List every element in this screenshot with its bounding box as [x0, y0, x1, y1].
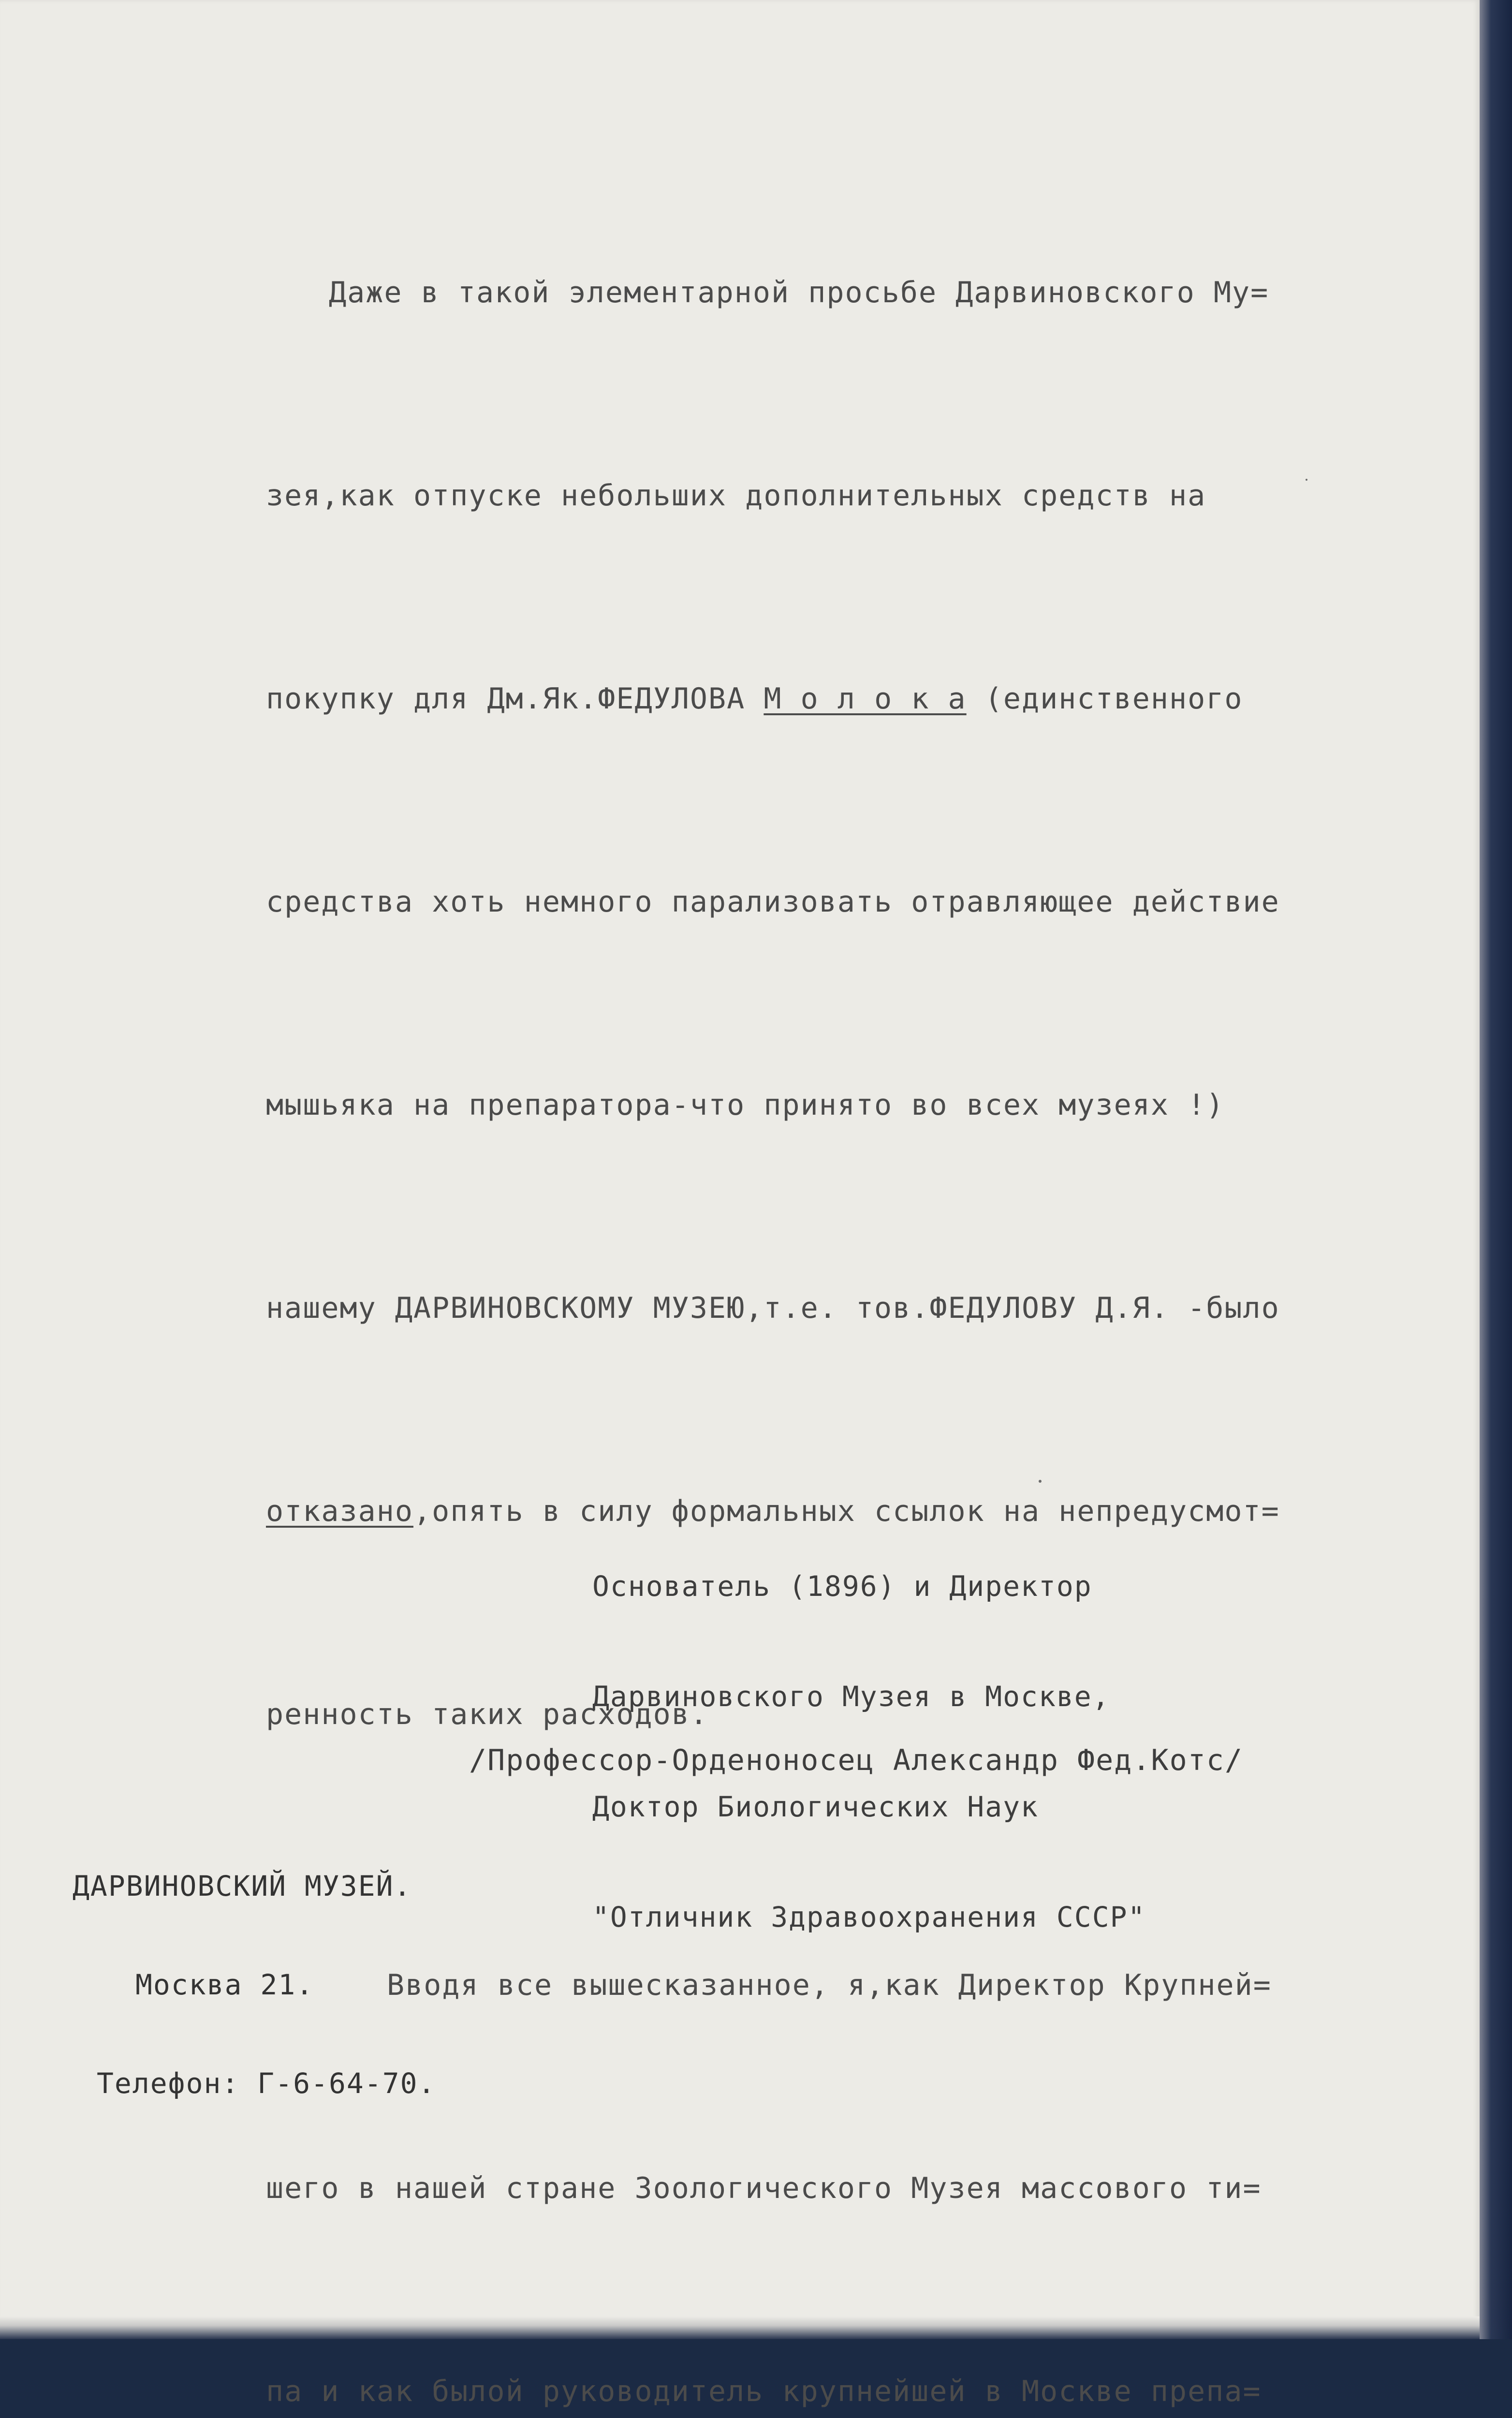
- scanner-bottom-edge: [0, 2316, 1480, 2339]
- paragraph1-line-3: [266, 665, 1280, 733]
- address-line-3: Телефон: Г-6-64-70.: [97, 2067, 436, 2100]
- ink-speck: [1039, 1480, 1042, 1483]
- signature-line-3: Доктор Биологических Наук: [592, 1790, 1039, 1823]
- address-line-2: Москва 21.: [135, 1968, 314, 2001]
- paragraph1-line-3-tail: (единственного: [966, 682, 1243, 716]
- paragraph2-line-1: Вводя все вышесказанное, я,как Директор Крупней=: [387, 1968, 1272, 2002]
- signature-line-1: Основатель (1896) и Директор: [592, 1570, 1092, 1603]
- paragraph1-line-2: зея,как отпуске небольших дополнительных средств на: [266, 479, 1206, 513]
- underlined-moloka: М о л о к а: [763, 682, 967, 716]
- paragraph1-line-1: Даже в такой элементарной просьбе Дарвиновского Му=: [329, 276, 1269, 310]
- paragraph1-line-8: ренность таких расходов.: [266, 1697, 708, 1731]
- paragraph1-line-7-text: ,опять в силу формальных ссылок на непредусмот=: [413, 1494, 1280, 1528]
- paragraph2-line-3: па и как былой руководитель крупнейшей в Москве препа=: [266, 2374, 1262, 2408]
- scanner-background-edge: [1480, 0, 1512, 2339]
- museum-address: [73, 1804, 436, 2166]
- underlined-otkazano: отказано: [266, 1494, 413, 1528]
- paragraph1-line-6: нашему ДАРВИНОВСКОМУ МУЗЕЮ,т.е. тов.ФЕДУЛОВУ Д.Я. -было: [266, 1291, 1280, 1325]
- signer-name: /Профессор-Орденоносец Александр Фед.Котс/: [469, 1743, 1244, 1777]
- address-line-1: ДАРВИНОВСКИЙ МУЗЕЙ.: [73, 1870, 412, 1902]
- paragraph1-line-5: мышьяка на препаратора-что принято во всех музеях !): [266, 1088, 1225, 1122]
- paragraph2-line-2: шего в нашей стране Зоологического Музея массового ти=: [266, 2171, 1262, 2205]
- paragraph1-line-3-text: покупку для Дм.Як.ФЕДУЛОВА: [266, 682, 764, 716]
- paragraph1-line-4: средства хоть немного парализовать отравляющее действие: [266, 885, 1280, 919]
- ink-speck: [1306, 479, 1307, 481]
- signature-line-2: Дарвиновского Музея в Москве,: [592, 1680, 1110, 1713]
- signature-line-4: "Отличник Здравоохранения СССР": [592, 1901, 1146, 1933]
